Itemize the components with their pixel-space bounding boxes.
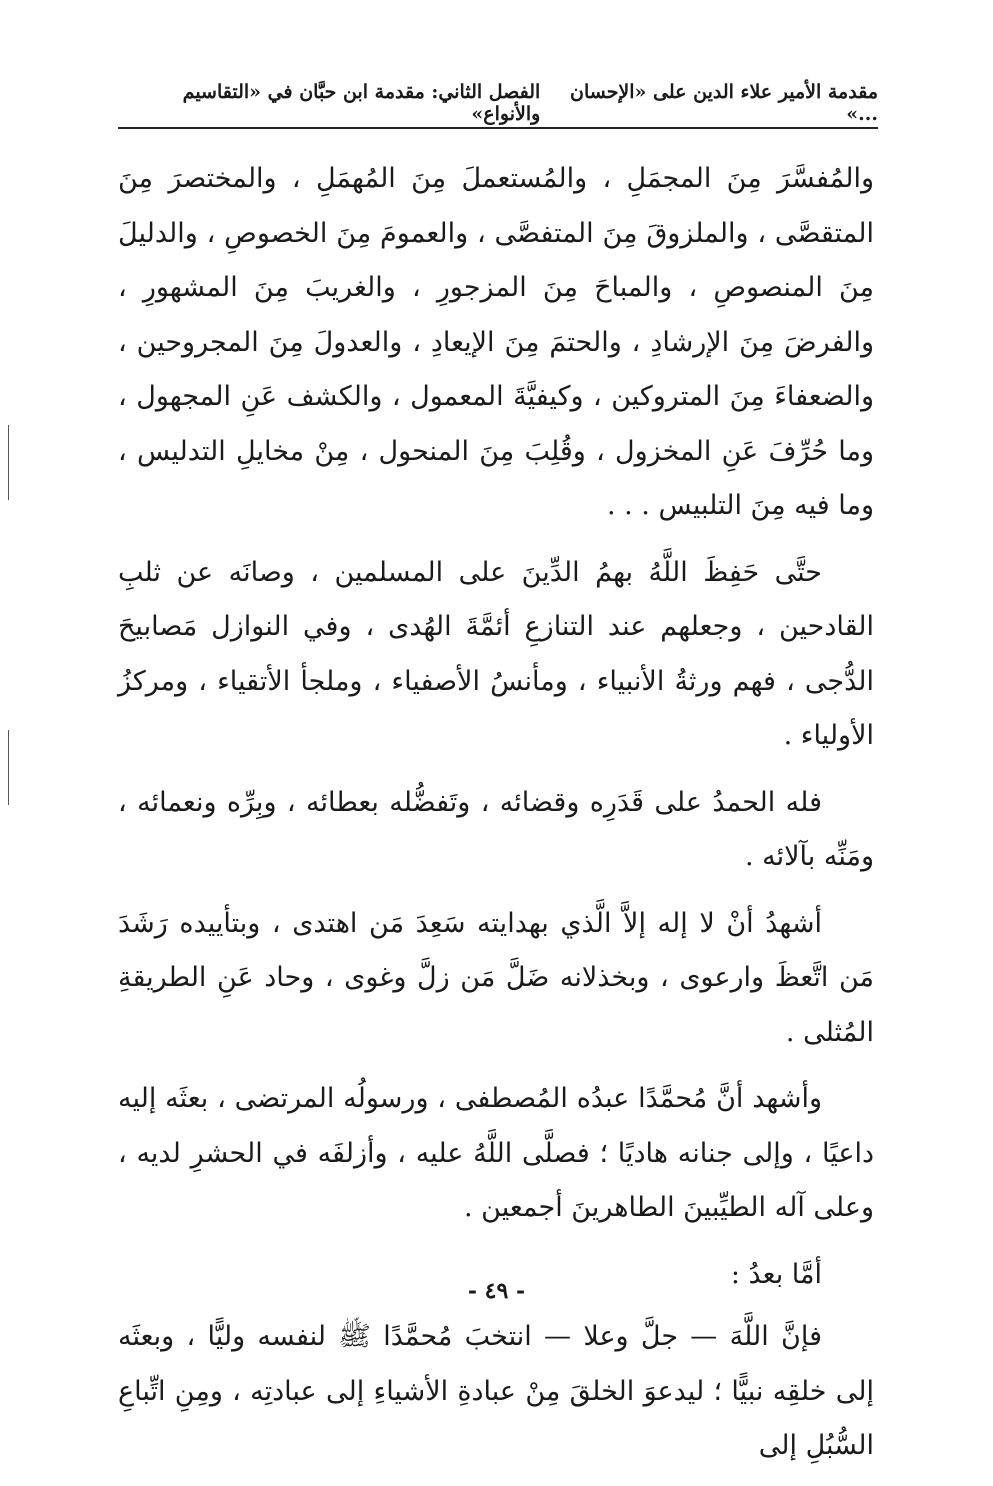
paragraph-4: أشهدُ أنْ لا إله إلاَّ الَّذي بهدايته سَعِدَ مَن اهتدى ، وبتأييده رَشَدَ مَن اتَّعظَ وارعوى ، وبخذلانه ضَلَّ مَن زلَّ وغوى ، وحاد عَنِ الطريقةِ المُثلى . [118, 907, 874, 1048]
margin-mark-upper [8, 425, 9, 500]
header-book-title: مقدمة الأمير علاء الدين على «الإحسان ...» [570, 81, 878, 125]
paragraph-2: حتَّى حَفِظَ اللَّهُ بهمُ الدِّينَ على المسلمين ، وصانَه عن ثلبِ القادحين ، وجعلهم عند التنازعِ أئمَّةَ الهُدى ، وفي النوازل مَصابيحَ الدُّجى ، فهم ورثةُ الأنبياء ، ومأنسُ الأصفياء ، وملجأ الأتقياء ، ومركزُ الأولياء . [118, 556, 874, 751]
header-rule [118, 127, 878, 129]
paragraph-6: فإنَّ اللَّهَ — جلَّ وعلا — انتخبَ مُحمَّدًا ﷺ لنفسه وليًّا ، وبعثَه إلى خلقِه نبيًّا ؛ ليدعوَ الخلقَ مِنْ عبادةِ الأشياءِ إلى عبادتِه ، ومِنِ اتِّباعِ السُّبُلِ إلى [118, 1321, 874, 1461]
margin-mark-lower [8, 730, 9, 805]
running-header [118, 81, 878, 125]
header-chapter-title: الفصل الثاني: مقدمة ابن حبَّان في «التقاسيم والأنواع» [182, 81, 541, 125]
section-heading: أمَّا بعدُ : [730, 1258, 822, 1290]
paragraph-3: فله الحمدُ على قَدَرِه وقضائه ، وتَفضُّله بعطائه ، وبِرِّه ونعمائه ، ومَنِّه بآلائه . [118, 786, 874, 872]
paragraph-5: وأشهد أنَّ مُحمَّدًا عبدُه المُصطفى ، ورسولُه المرتضى ، بعثَه إليه داعيًا ، وإلى جنانه هاديًا ؛ فصلَّى اللَّهُ عليه ، وأزلفَه في الحشرِ لديه ، وعلى آله الطيِّبينَ الطاهرينَ أجمعين . [118, 1083, 874, 1223]
paragraph-1: والمُفسَّرَ مِنَ المجمَلِ ، والمُستعملَ مِنَ المُهمَلِ ، والمختصرَ مِنَ المتقصَّى ، والملزوقَ مِنَ المتفصَّى ، والعمومَ مِنَ الخصوصِ ، والدليلَ مِنَ المنصوصِ ، والمباحَ مِنَ المزجورِ ، والغريبَ مِنَ المشهورِ ، والفرضَ مِنَ الإرشادِ ، والحتمَ مِنَ الإيعادِ ، والعدولَ مِنَ المجروحين ، والضعفاءَ مِنَ المتروكين ، وكيفيَّةَ المعمول ، والكشف عَنِ المجهول ، وما حُرِّفَ عَنِ المخزول ، وقُلِبَ مِنَ المنحول ، مِنْ مخايلِ التدليس ، وما فيه مِنَ التلبيس . . . [118, 163, 874, 521]
page-number: - ٤٩ - [467, 1278, 526, 1304]
